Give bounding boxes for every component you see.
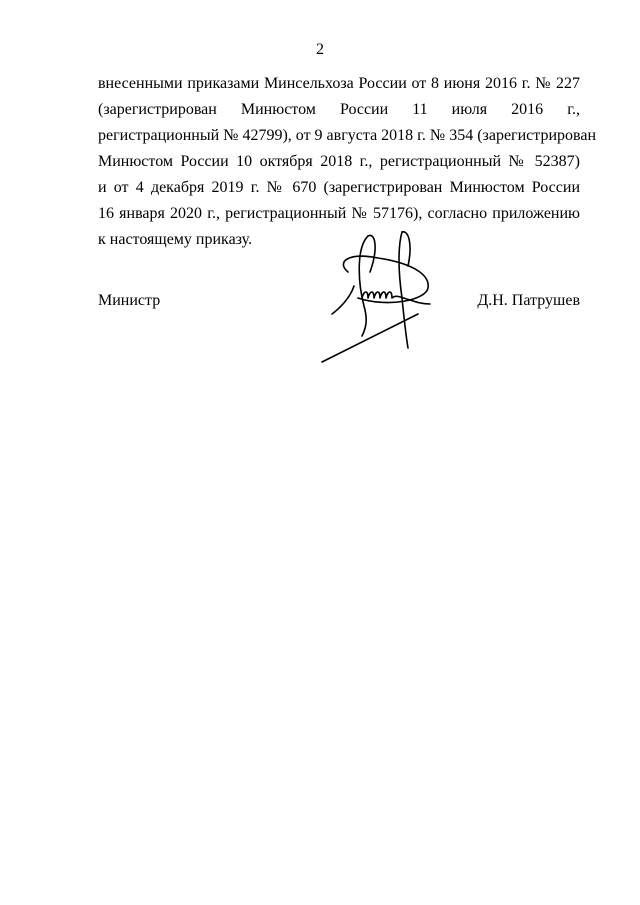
body-paragraph <box>98 71 597 253</box>
signer-title: Министр <box>98 292 161 309</box>
page-number: 2 <box>316 41 324 58</box>
handwritten-signature <box>318 228 438 368</box>
body-line: 16 января 2020 г., регистрационный № 57176), согласно приложению <box>98 205 580 222</box>
body-line: и от 4 декабря 2019 г. № 670 (зарегистрирован Минюстом России <box>98 179 580 196</box>
signer-name: Д.Н. Патрушев <box>477 292 580 309</box>
body-line: к настоящему приказу. <box>98 231 253 248</box>
body-line: регистрационный № 42799), от 9 августа 2018 г. № 354 (зарегистрирован <box>98 127 597 144</box>
body-line: внесенными приказами Минсельхоза России от 8 июня 2016 г. № 227 <box>98 75 580 92</box>
body-line: Минюстом России 10 октября 2018 г., регистрационный № 52387) <box>98 153 580 170</box>
body-line: (зарегистрирован Минюстом России 11 июля 2016 г., <box>98 101 580 118</box>
